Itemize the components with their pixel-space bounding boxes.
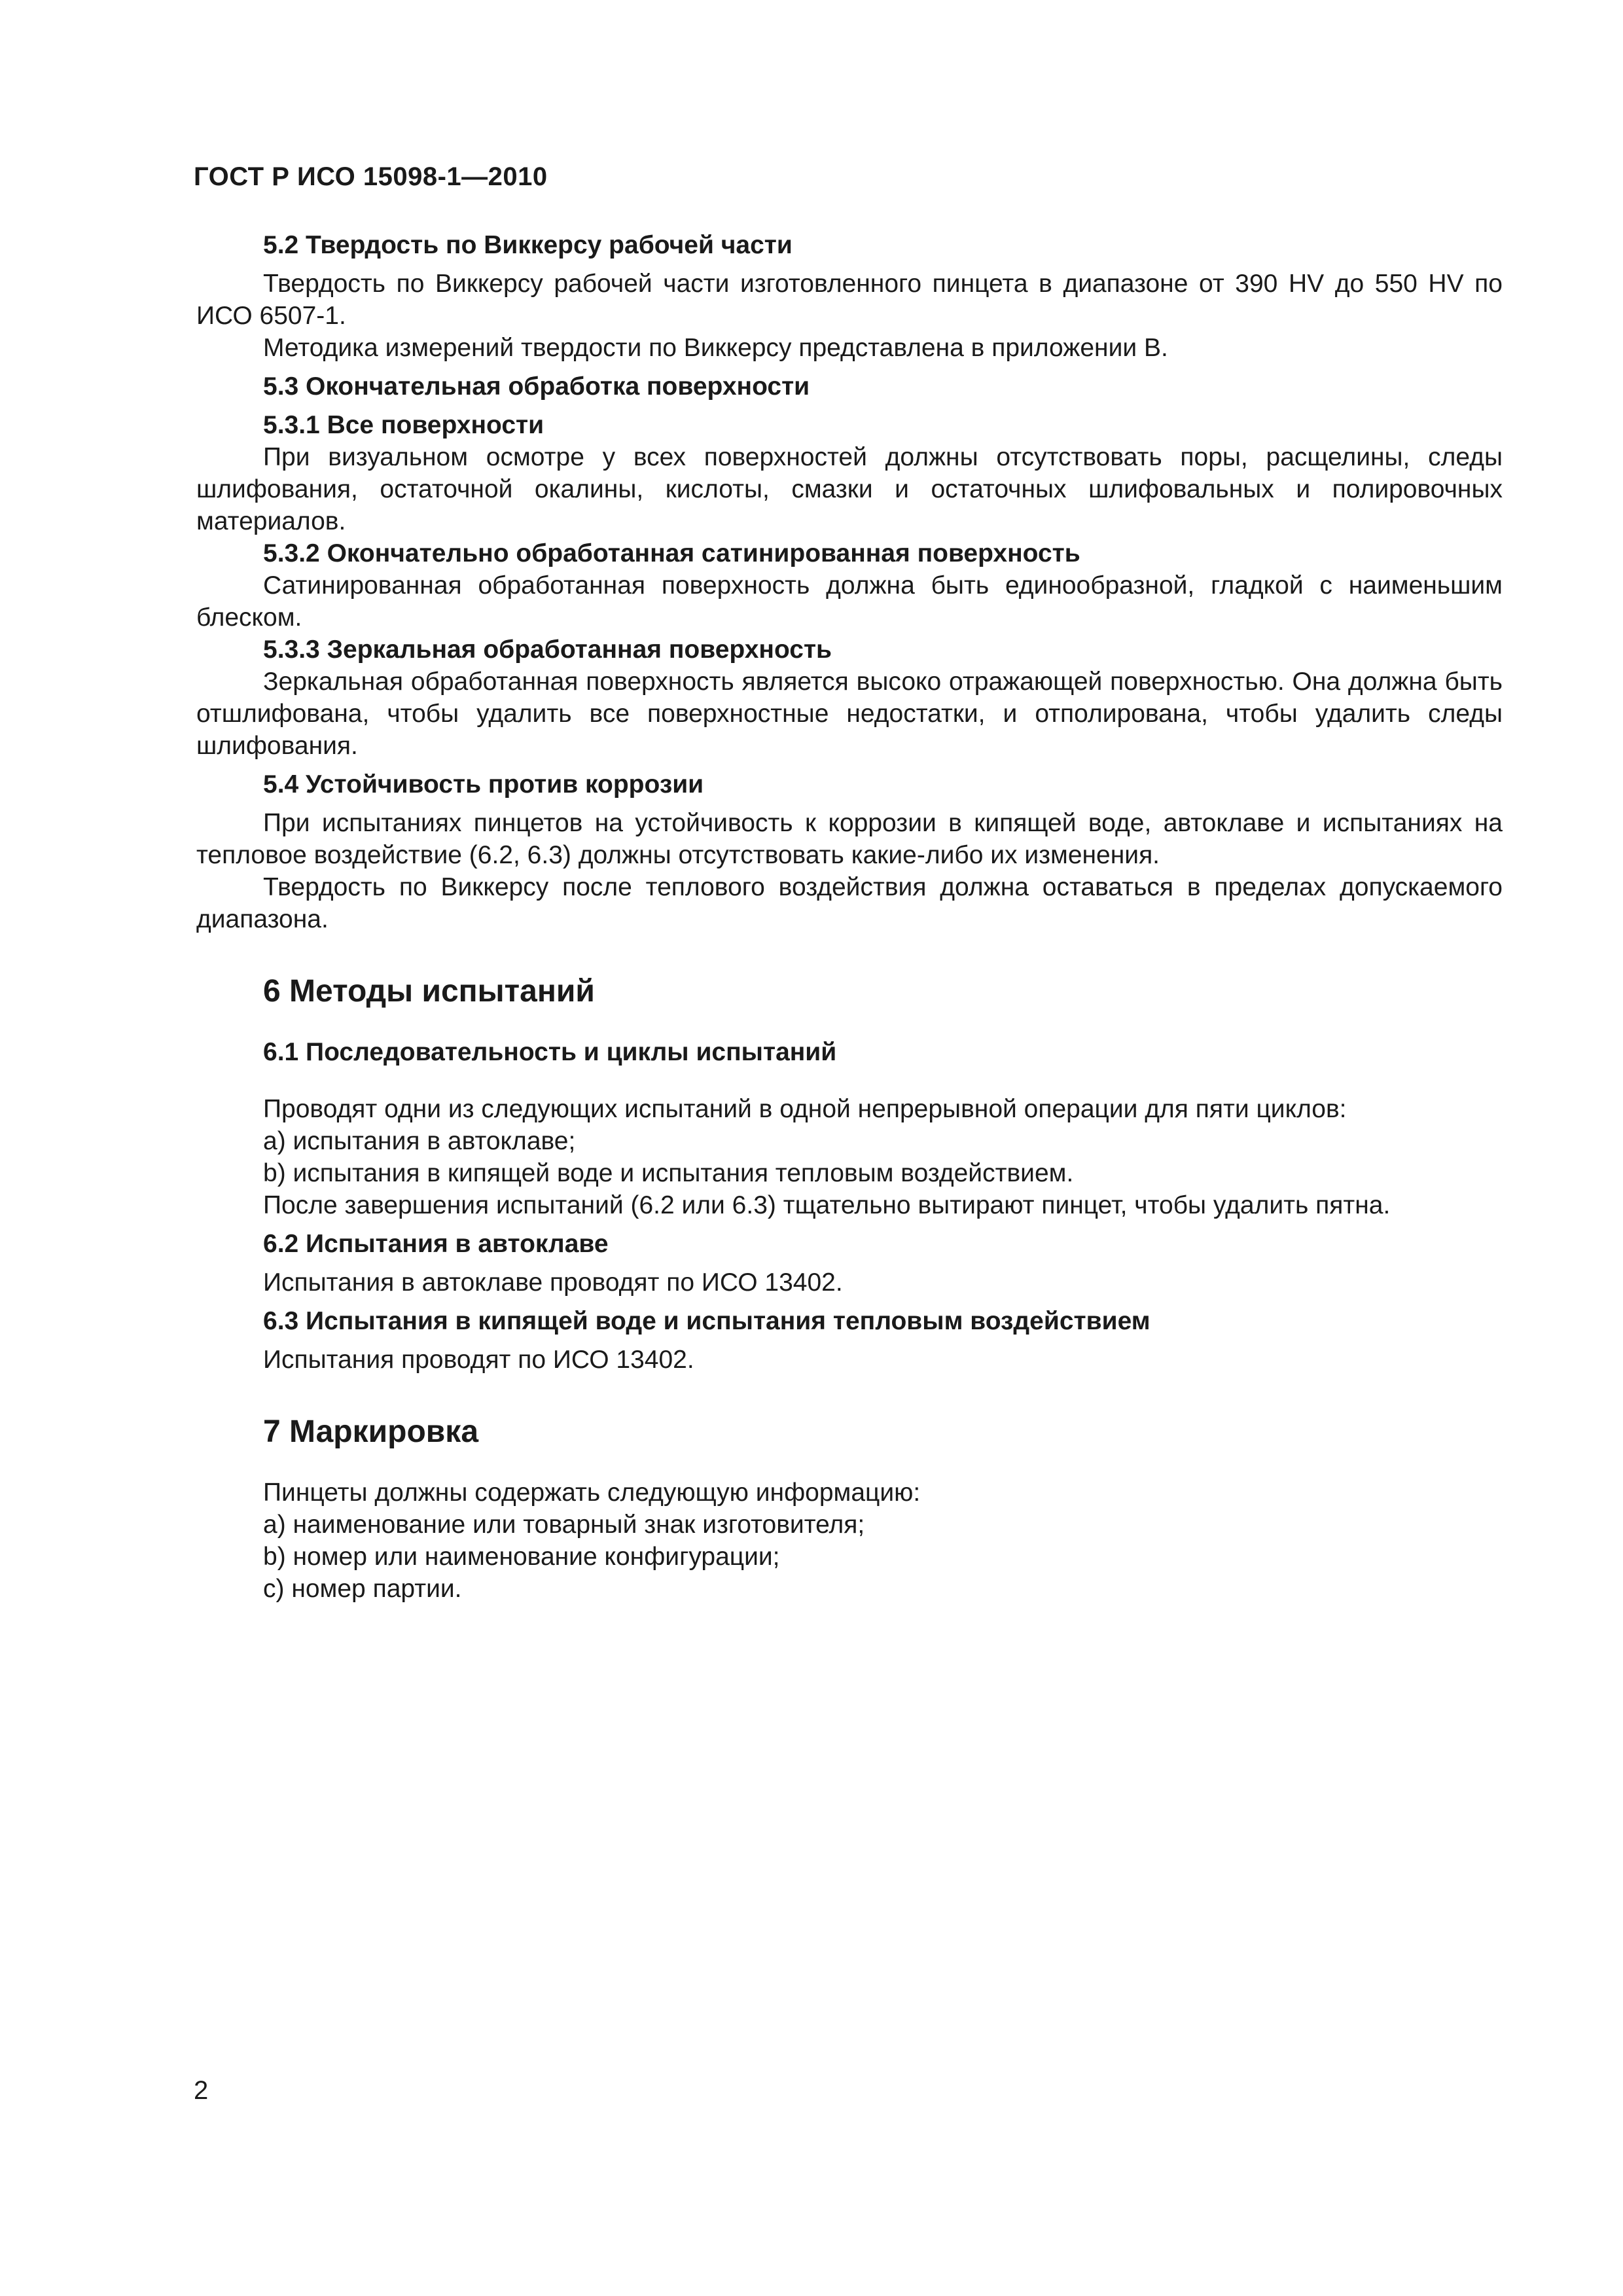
section-6-2-heading: 6.2 Испытания в автоклаве [263, 1230, 609, 1258]
section-5-3-1-text: При визуальном осмотре у всех поверхностей должны отсутствовать поры, расщелины, следы шлифования, остаточной окалины, кислоты, смазки и остаточных шлифовальных и полировочных материалов. [196, 443, 1503, 535]
section-5-4-paragraph-1: При испытаниях пинцетов на устойчивость к коррозии в кипящей воде, автоклаве и испытаниях на тепловое воздействие (6.2, 6.3) должны отсутствовать какие-либо их изменения. [196, 809, 1503, 869]
section-7-item-a: a) наименование или товарный знак изготовителя; [263, 1511, 865, 1539]
section-5-3-heading: 5.3 Окончательная обработка поверхности [263, 372, 810, 401]
section-6-1-item-b: b) испытания в кипящей воде и испытания тепловым воздействием. [263, 1159, 1074, 1187]
section-5-3-3-heading: 5.3.3 Зеркальная обработанная поверхность [263, 636, 832, 664]
section-7-heading: 7 Маркировка [263, 1414, 479, 1449]
section-6-3-heading: 6.3 Испытания в кипящей воде и испытания тепловым воздействием [263, 1307, 1150, 1335]
section-5-3-2-heading: 5.3.2 Окончательно обработанная сатинированная поверхность [263, 539, 1080, 567]
section-6-2-text: Испытания в автоклаве проводят по ИСО 13402. [263, 1268, 843, 1297]
section-6-heading: 6 Методы испытаний [263, 974, 595, 1009]
section-5-2-heading: 5.2 Твердость по Виккерсу рабочей части [263, 231, 793, 259]
section-6-3-text: Испытания проводят по ИСО 13402. [263, 1346, 694, 1374]
section-5-3-1-heading: 5.3.1 Все поверхности [263, 411, 544, 439]
section-5-2-paragraph-1: Твердость по Виккерсу рабочей части изготовленного пинцета в диапазоне от 390 HV до 550 HV по ИСО 6507-1. [196, 270, 1503, 330]
section-7-item-b: b) номер или наименование конфигурации; [263, 1543, 780, 1571]
section-7-intro: Пинцеты должны содержать следующую информацию: [263, 1479, 921, 1507]
section-6-1-intro: Проводят одни из следующих испытаний в одной непрерывной операции для пяти циклов: [263, 1095, 1347, 1123]
section-5-3-3-text: Зеркальная обработанная поверхность является высоко отражающей поверхностью. Она должна быть отшлифована, чтобы удалить все поверхностные недостатки, и отполирована, чтобы удалить следы шлифования. [196, 668, 1503, 760]
section-5-3-2-text: Сатинированная обработанная поверхность должна быть единообразной, гладкой с наименьшим блеском. [196, 571, 1503, 632]
page-number: 2 [194, 2076, 209, 2105]
section-6-1-heading: 6.1 Последовательность и циклы испытаний [263, 1038, 837, 1066]
section-5-4-heading: 5.4 Устойчивость против коррозии [263, 770, 704, 798]
section-7-item-c: c) номер партии. [263, 1575, 462, 1603]
document-header: ГОСТ Р ИСО 15098-1—2010 [194, 162, 548, 191]
section-5-4-paragraph-2: Твердость по Виккерсу после теплового воздействия должна оставаться в пределах допускаемого диапазона. [196, 873, 1503, 933]
section-6-1-after: После завершения испытаний (6.2 или 6.3) тщательно вытирают пинцет, чтобы удалить пятна. [263, 1191, 1391, 1219]
section-5-2-paragraph-2: Методика измерений твердости по Виккерсу представлена в приложении B. [263, 334, 1168, 362]
section-6-1-item-a: a) испытания в автоклаве; [263, 1127, 576, 1155]
document-body [196, 229, 1503, 1605]
